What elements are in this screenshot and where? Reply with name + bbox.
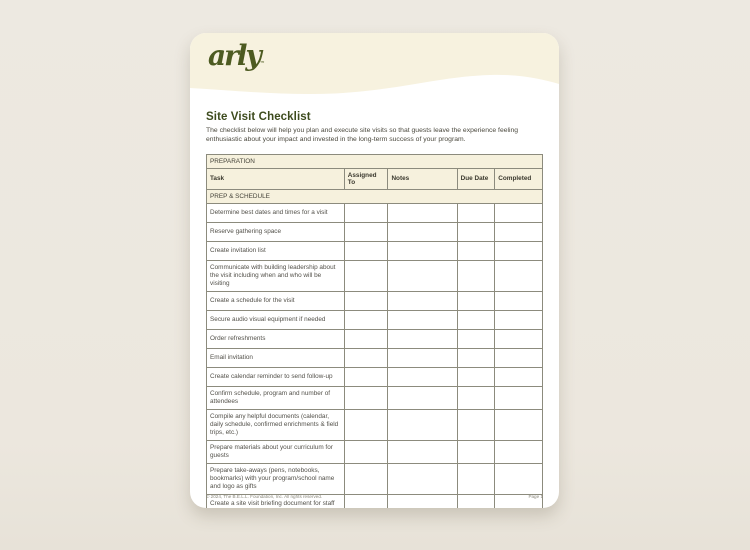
section-header-label: PREPARATION (207, 154, 543, 168)
trademark-symbol: ™ (259, 61, 265, 67)
task-cell: Prepare take-aways (pens, notebooks, bookmarks) with your program/school name and logo as gifts (207, 463, 345, 494)
due-date-cell (457, 409, 495, 440)
table-row (207, 348, 543, 367)
column-header-notes: Notes (388, 168, 457, 189)
table-row (207, 222, 543, 241)
task-cell: Compile any helpful documents (calendar, daily schedule, confirmed enrichments & field trips, etc.) (207, 409, 345, 440)
due-date-cell (457, 222, 495, 241)
assigned-to-cell (344, 440, 388, 463)
column-header-due-date: Due Date (457, 168, 495, 189)
completed-cell (495, 329, 543, 348)
notes-cell (388, 440, 457, 463)
notes-cell (388, 203, 457, 222)
notes-cell (388, 260, 457, 291)
task-cell: Reserve gathering space (207, 222, 345, 241)
task-cell: Determine best dates and times for a visit (207, 203, 345, 222)
completed-cell (495, 291, 543, 310)
completed-cell (495, 463, 543, 494)
subsection-header-row (207, 189, 543, 203)
notes-cell (388, 409, 457, 440)
assigned-to-cell (344, 348, 388, 367)
page-footer (206, 494, 543, 499)
due-date-cell (457, 203, 495, 222)
section-header-row (207, 154, 543, 168)
checklist-table (206, 154, 543, 508)
due-date-cell (457, 463, 495, 494)
task-cell: Create calendar reminder to send follow-up (207, 367, 345, 386)
assigned-to-cell (344, 260, 388, 291)
assigned-to-cell (344, 367, 388, 386)
assigned-to-cell (344, 329, 388, 348)
completed-cell (495, 440, 543, 463)
notes-cell (388, 348, 457, 367)
page-number: Page 1 (528, 494, 543, 499)
table-row (207, 241, 543, 260)
task-cell: Secure audio visual equipment if needed (207, 310, 345, 329)
assigned-to-cell (344, 203, 388, 222)
notes-cell (388, 386, 457, 409)
document-page (190, 33, 559, 508)
due-date-cell (457, 241, 495, 260)
completed-cell (495, 203, 543, 222)
completed-cell (495, 386, 543, 409)
table-row (207, 409, 543, 440)
table-body (207, 154, 543, 508)
copyright-text: © 2024, The B.E.L.L. Foundation, Inc. All rights reserved. (206, 494, 323, 499)
completed-cell (495, 241, 543, 260)
table-row (207, 310, 543, 329)
due-date-cell (457, 260, 495, 291)
task-cell: Communicate with building leadership about the visit including when and who will be visiting (207, 260, 345, 291)
task-cell: Order refreshments (207, 329, 345, 348)
arly-logo (208, 39, 265, 72)
completed-cell (495, 367, 543, 386)
header-wave-shape (190, 73, 559, 97)
table-row (207, 329, 543, 348)
task-cell: Email invitation (207, 348, 345, 367)
completed-cell (495, 222, 543, 241)
assigned-to-cell (344, 386, 388, 409)
assigned-to-cell (344, 463, 388, 494)
completed-cell (495, 260, 543, 291)
notes-cell (388, 241, 457, 260)
notes-cell (388, 367, 457, 386)
assigned-to-cell (344, 310, 388, 329)
column-header-row (207, 168, 543, 189)
table-row (207, 203, 543, 222)
subsection-header-label: PREP & SCHEDULE (207, 189, 543, 203)
due-date-cell (457, 291, 495, 310)
assigned-to-cell (344, 409, 388, 440)
due-date-cell (457, 367, 495, 386)
page-title: Site Visit Checklist (206, 111, 311, 123)
notes-cell (388, 463, 457, 494)
column-header-task: Task (207, 168, 345, 189)
page-header (190, 33, 559, 97)
completed-cell (495, 409, 543, 440)
task-cell: Create a schedule for the visit (207, 291, 345, 310)
page-body (190, 111, 559, 508)
due-date-cell (457, 440, 495, 463)
arly-logo-text: arly (208, 39, 260, 72)
due-date-cell (457, 386, 495, 409)
notes-cell (388, 291, 457, 310)
due-date-cell (457, 310, 495, 329)
assigned-to-cell (344, 291, 388, 310)
table-row (207, 260, 543, 291)
table-row (207, 386, 543, 409)
table-row (207, 440, 543, 463)
table-row (207, 367, 543, 386)
completed-cell (495, 310, 543, 329)
completed-cell (495, 348, 543, 367)
due-date-cell (457, 348, 495, 367)
assigned-to-cell (344, 241, 388, 260)
task-cell: Confirm schedule, program and number of attendees (207, 386, 345, 409)
notes-cell (388, 329, 457, 348)
column-header-assigned-to: Assigned To (344, 168, 388, 189)
task-cell: Prepare materials about your curriculum for guests (207, 440, 345, 463)
column-header-completed: Completed (495, 168, 543, 189)
intro-paragraph: The checklist below will help you plan and execute site visits so that guests leave the experience feeling enthusiastic about your impact and invested in the long-term success of your program. (206, 127, 519, 143)
due-date-cell (457, 329, 495, 348)
task-cell: Create invitation list (207, 241, 345, 260)
table-row (207, 291, 543, 310)
task-cell: Create a site visit briefing document for staff (207, 494, 345, 508)
assigned-to-cell (344, 222, 388, 241)
notes-cell (388, 310, 457, 329)
notes-cell (388, 222, 457, 241)
table-row (207, 463, 543, 494)
